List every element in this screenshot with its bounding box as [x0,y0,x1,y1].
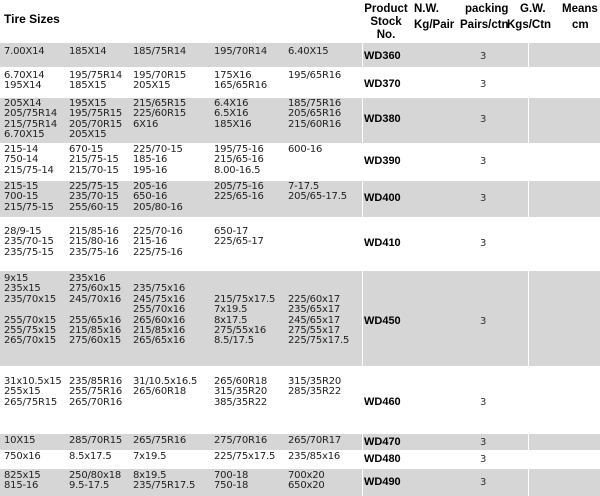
table-row [0,367,600,433]
tire-size-cell: 6.4X16 6.5X16 185X16 [214,98,252,130]
tire-size-cell: 10X15 [4,435,36,446]
column-divider [362,469,363,496]
packing-label: packing [465,3,509,15]
tire-size-cell: 175X16 165/65R16 [214,70,268,92]
tire-size-cell: 600-16 [288,144,323,155]
column-divider [528,43,529,67]
column-divider [362,271,363,366]
tire-size-cell: 205X14 205/75R14 215/75R14 6.70X15 [4,98,58,141]
tire-size-cell: 185X14 [69,46,107,57]
column-divider [528,271,529,366]
tire-size-cell: 195/65R16 [288,70,342,81]
tire-size-cell: 7x19.5 [133,451,167,462]
packing-header [460,3,509,32]
tire-size-cell: 265/70R17 [288,435,342,446]
tire-size-cell: 31/10.5x16.5 265/60R18 [133,376,198,398]
column-divider [362,181,363,217]
tire-size-cell: 215-15 700-15 215/75-15 [4,181,54,213]
tire-size-cell: 28/9-15 235/70-15 235/75-15 [4,226,54,258]
tire-size-cell: 8x19.5 235/75R17.5 [133,470,196,492]
tire-size-cell: 185/75R14 [133,46,187,57]
stock-number: WD470 [364,436,401,448]
tire-size-cell: 8.5x17.5 [69,451,112,462]
stock-label: Stock [370,16,402,28]
gw-label: G.W. [520,3,546,15]
tire-size-cell: 750x16 [4,451,41,462]
tire-size-cell: 235/85x16 [288,451,341,462]
pairs-per-carton: 3 [480,454,487,465]
table-row [0,434,600,450]
table-row [0,181,600,217]
tire-size-cell: 7-17.5 205/65-17.5 [288,181,347,203]
no-label: No. [376,29,396,41]
tire-size-cell: 205/75-16 225/65-16 [214,181,264,203]
tire-size-cell: 195/75-16 215/65-16 8.00-16.5 [214,144,264,176]
tire-size-cell: 285/70R15 [69,435,123,446]
tire-size-cell: 205-16 650-16 205/80-16 [133,181,183,213]
stock-number: WD490 [364,476,401,488]
column-divider [362,98,363,143]
tire-size-cell: 185/75R16 205/65R16 215/60R16 [288,98,342,130]
tire-size-cell: 31x10.5x15 255x15 265/75R15 [4,376,62,408]
table-row [0,43,600,67]
table-row [0,271,600,366]
pairs-per-carton: 3 [480,51,487,62]
pairs-per-carton: 3 [480,437,487,448]
means-header [562,3,598,32]
tire-size-cell: 215/65R15 225/60R15 6X16 [133,98,187,130]
column-divider [528,98,529,143]
tire-sizes-header: Tire Sizes [4,12,60,26]
tire-size-cell: 225/75-15 235/70-15 255/60-15 [69,181,119,213]
tire-size-cell: 650-17 225/65-17 [214,226,264,248]
pairs-per-carton: 3 [480,79,487,90]
product-stock-no-header [364,3,408,42]
pairs-per-carton: 3 [480,316,487,327]
tire-size-cell: 6.70X14 195X14 [4,70,45,92]
tire-size-cell: 700-18 750-18 [214,470,249,492]
tire-size-cell: 195/70R14 [214,46,268,57]
stock-number: WD390 [364,155,401,167]
column-divider [362,43,363,67]
means-label: Means [562,3,598,15]
tire-size-cell: 235x16 275/60x15 245/70x16 255/65x16 215/85x16 275/60x15 [69,273,122,347]
product-label: Product [364,3,408,15]
tire-size-cell: 235/85R16 255/75R16 265/70R16 [69,376,123,408]
tire-size-cell: 265/60R18 315/35R20 385/35R22 [214,376,268,408]
stock-number: WD480 [364,453,401,465]
gw-header [507,3,552,32]
tire-size-cell: 6.40X15 [288,46,329,57]
tire-size-cell: 225/70-15 185-16 195-16 [133,144,183,176]
column-divider [528,469,529,496]
table-row [0,144,600,180]
tire-size-cell: 265/75R16 [133,435,187,446]
table-row [0,68,600,97]
tire-size-cell: 195X15 195/75R15 205/70R15 205X15 [69,98,123,141]
kgs-ctn-label: Kgs/Ctn [507,19,552,31]
tire-size-cell: 195/70R15 205X15 [133,70,187,92]
column-divider [528,181,529,217]
tire-size-cell: 235/75x16 245/75x16 255/70x16 265/60x16 215/85x16 265/65x16 [133,283,186,347]
pairs-per-carton: 3 [480,114,487,125]
stock-number: WD380 [364,113,401,125]
cm-label: cm [572,19,589,31]
pairs-ctn-label: Pairs/ctn [460,19,509,31]
tire-size-cell: 195/75R14 185X15 [69,70,123,92]
kg-pair-label: Kg/Pair [414,19,455,31]
tire-size-cell: 700x20 650x20 [288,470,325,492]
pairs-per-carton: 3 [480,193,487,204]
nw-header [414,3,454,32]
table-row [0,98,600,143]
tire-size-cell: 215/85-16 215/80-16 235/75-16 [69,226,119,258]
tire-size-cell: 225/75x17.5 [214,451,276,462]
column-divider [528,434,529,450]
table-row [0,469,600,496]
stock-number: WD450 [364,315,401,327]
tire-size-cell: 215-14 750-14 215/75-14 [4,144,54,176]
table-row [0,218,600,270]
pairs-per-carton: 3 [480,397,487,408]
stock-number: WD460 [364,396,401,408]
stock-number: WD400 [364,192,401,204]
tire-size-cell: 225/60x17 235/65x17 245/65x17 275/55x17 225/75x17.5 [288,293,350,347]
column-divider [362,434,363,450]
tire-size-cell: 225/70-16 215-16 225/75-16 [133,226,183,258]
tire-size-cell: 215/75x17.5 7x19.5 8x17.5 275/55x16 8.5/17.5 [214,293,276,347]
pairs-per-carton: 3 [480,156,487,167]
tire-size-cell: 825x15 815-16 [4,470,41,492]
tire-size-cell: 670-15 215/75-15 215/70-15 [69,144,119,176]
tire-size-cell: 315/35R20 285/35R22 [288,376,342,398]
stock-number: WD360 [364,50,401,62]
stock-number: WD410 [364,237,401,249]
stock-number: WD370 [364,78,401,90]
tire-size-cell: 250/80x18 9.5-17.5 [69,470,122,492]
tire-size-cell: 7.00X14 [4,46,45,57]
pairs-per-carton: 3 [480,477,487,488]
tire-size-cell: 275/70R16 [214,435,268,446]
table-row [0,450,600,468]
tire-size-cell: 9x15 235x15 235/70x15 255/70x15 255/75x15 265/70x15 [4,273,57,347]
nw-label: N.W. [414,3,439,15]
pairs-per-carton: 3 [480,238,487,249]
